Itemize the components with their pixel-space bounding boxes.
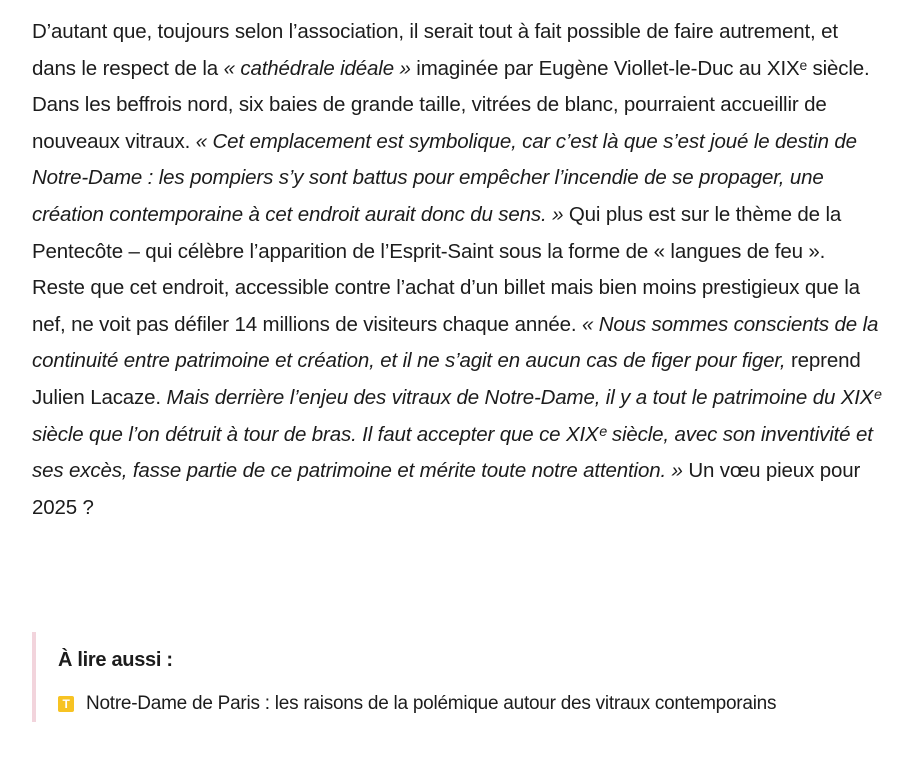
italic-quote-segment: « cathédrale idéale » bbox=[223, 56, 411, 80]
see-also-box bbox=[32, 632, 872, 722]
italic-quote-segment: « Cet emplacement est symbolique, car c’est là que s’est joué le destin de Notre-Dame : les pompiers s’y sont battus pour empêcher l’incendie de se propager, une création contemporaine à cet endroit aurait donc du sens. » bbox=[32, 129, 857, 226]
text-segment: imaginée par Eugène Viollet-le-Duc au XIXᵉ siècle. Dans les beffrois nord, six baies de grande taille, vitrées de blanc, pourraient accueillir de nouveaux vitraux. bbox=[32, 56, 870, 153]
text-segment: D’autant que, toujours selon l’association, il serait tout à fait possible de faire autrement, et dans le respect de la bbox=[32, 20, 838, 80]
italic-quote-segment: « Nous sommes conscients de la continuité entre patrimoine et création, et il ne s’agit en aucun cas de figer pour figer, bbox=[32, 312, 879, 373]
article-body bbox=[32, 14, 882, 526]
article-paragraph bbox=[32, 14, 882, 526]
text-segment: reprend Julien Lacaze. bbox=[32, 349, 861, 409]
t-badge-icon: T bbox=[58, 696, 74, 712]
italic-quote-segment: Mais derrière l’enjeu des vitraux de Notre-Dame, il y a tout le patrimoine du XIXᵉ siècle que l’on détruit à tour de bras. Il faut accepter que ce XIXᵉ siècle, avec son inventivité et ses excès, fasse partie de ce patrimoine et mérite toute notre attention. » bbox=[32, 385, 882, 483]
related-article-title: Notre-Dame de Paris : les raisons de la polémique autour des vitraux contemporains bbox=[86, 693, 777, 714]
text-segment: Un vœu pieux pour 2025 ? bbox=[32, 459, 861, 519]
see-also-title: À lire aussi : bbox=[58, 649, 173, 671]
related-article-link[interactable] bbox=[58, 692, 872, 716]
text-segment: Qui plus est sur le thème de la Pentecôte – qui célèbre l’apparition de l’Esprit-Saint sous la forme de « langues de feu ». Reste que cet endroit, accessible contre l’achat d’un billet mais bien moins prestigieux que la nef, ne voit pas défiler 14 millions de visiteurs chaque année. bbox=[32, 202, 860, 336]
